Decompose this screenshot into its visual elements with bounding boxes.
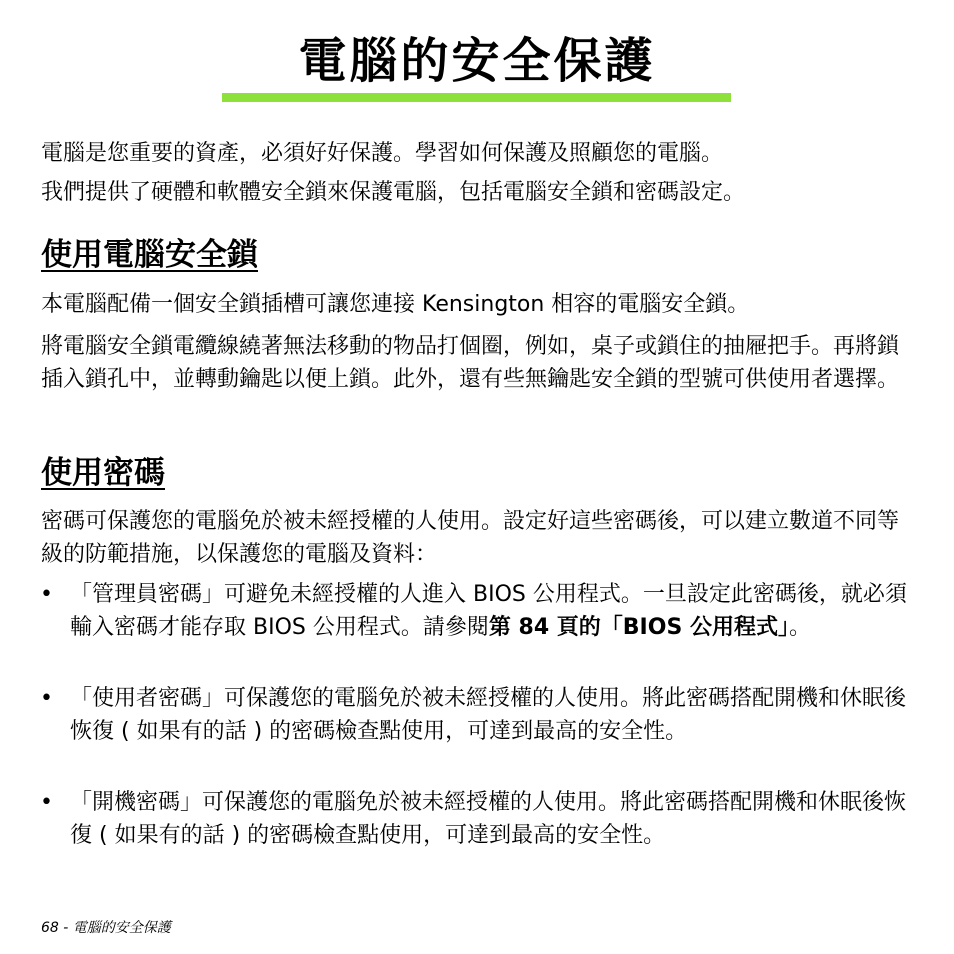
section-heading-password: 使用密碼 xyxy=(41,455,165,491)
intro-paragraph-2: 我們提供了硬體和軟體安全鎖來保護電腦，包括電腦安全鎖和密碼設定。 xyxy=(41,180,746,205)
section-heading-lock: 使用電腦安全鎖 xyxy=(41,237,258,273)
lock-paragraph-2: 將電腦安全鎖電纜線繞著無法移動的物品打個圈，例如，桌子或鎖住的抽屜把手。再將鎖插入鎖孔中，並轉動鑰匙以便上鎖。此外，還有些無鑰匙安全鎖的型號可供使用者選擇。 xyxy=(41,334,900,392)
bullet-marker: • xyxy=(40,790,53,815)
bullet-item-admin-password xyxy=(70,578,916,644)
password-paragraph-1: 密碼可保護您的電腦免於被未經授權的人使用。設定好這些密碼後，可以建立數道不同等級的防範措施，以保護您的電腦及資料： xyxy=(41,509,900,567)
intro-paragraph-1: 電腦是您重要的資產，必須好好保護。學習如何保護及照顧您的電腦。 xyxy=(41,141,724,166)
bios-utility-link[interactable]: 第 84 頁的「BIOS 公用程式」 xyxy=(488,615,789,640)
lock-paragraph-1: 本電腦配備一個安全鎖插槽可讓您連接 Kensington 相容的電腦安全鎖。 xyxy=(41,292,750,317)
page-title: 電腦的安全保護 xyxy=(298,33,656,89)
title-accent-rule xyxy=(222,93,731,102)
bullet-tail: 。 xyxy=(788,615,811,640)
bullet-marker: • xyxy=(40,582,53,607)
bullet-item-user-password: 「使用者密碼」可保護您的電腦免於被未經授權的人使用。將此密碼搭配開機和休眠後恢復 ( 如果有的話 ) 的密碼檢查點使用，可達到最高的安全性。 xyxy=(70,686,907,744)
bullet-marker: • xyxy=(40,686,53,711)
page-footer: 68 - 電腦的安全保護 xyxy=(41,920,171,936)
bullet-item-boot-password: 「開機密碼」可保護您的電腦免於被未經授權的人使用。將此密碼搭配開機和休眠後恢復 ( 如果有的話 ) 的密碼檢查點使用，可達到最高的安全性。 xyxy=(70,790,907,848)
bullet-text: 「管理員密碼」可避免未經授權的人進入 BIOS 公用程式。一旦設定此密碼後，就必須輸入密碼才能存取 BIOS 公用程式。請參閱 xyxy=(70,582,907,640)
